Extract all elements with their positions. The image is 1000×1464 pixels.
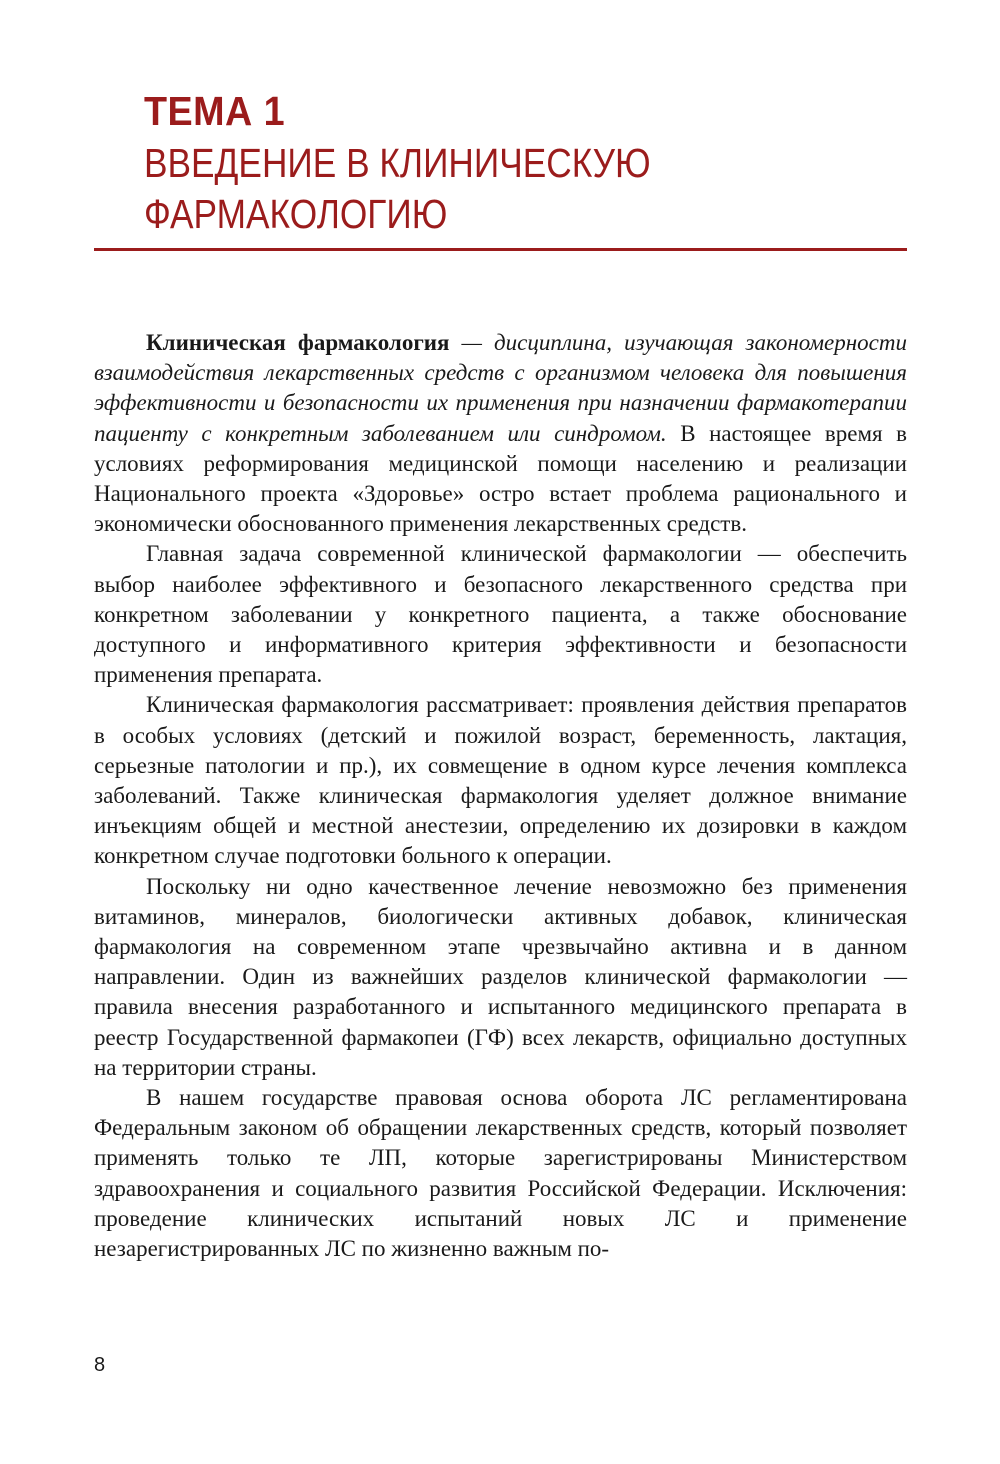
chapter-title-line: ФАРМАКОЛОГИЮ — [144, 191, 448, 237]
paragraph — [94, 328, 907, 539]
paragraph: В нашем государстве правовая основа оборота ЛС регламентирована Федеральным законом об обращении лекарственных средств, который позволяет применять только те ЛП, которые зарегистрированы Министерством здравоохранения и социального развития Российской Федерации. Исключения: проведение клинических испытаний новых ЛС и применение незарегистрированных ЛС по жизненно важным по- — [94, 1085, 907, 1262]
page-number: 8 — [94, 1354, 106, 1376]
defined-term: Клиническая фармакология — [146, 330, 450, 355]
definition-text: — дисциплина, изучающая закономерности взаимодействия лекарственных средств с организмом человека для повышения эффективности и безопасности их применения при назначении фармакотерапии пациенту с конкретным заболеванием или синдромом. — [94, 330, 907, 446]
paragraph: Клиническая фармакология рассматривает: проявления действия препаратов в особых условиях (детский и пожилой возраст, беременность, лактация, серьезные патологии и пр.), их совмещение в одном курсе лечения комплекса заболеваний. Также клиническая фармакология уделяет должное внимание инъекциям общей и местной анестезии, определению их дозировки в каждом конкретном случае подготовки больного к операции. — [94, 692, 907, 869]
chapter-heading — [144, 86, 904, 240]
heading-divider — [94, 248, 907, 251]
body-text — [94, 328, 907, 1264]
chapter-title-line: ВВЕДЕНИЕ В КЛИНИЧЕСКУЮ — [144, 140, 651, 186]
chapter-title — [144, 138, 798, 240]
paragraph-text: В настоящее время в условиях реформирования медицинской помощи населению и реализации Национального проекта «Здоровье» остро встает проблема рационального и экономически обоснованного применения лекарственных средств. — [94, 420, 907, 537]
paragraph: Главная задача современной клинической фармакологии — обеспечить выбор наиболее эффективного и безопасного лекарственного средства при конкретном заболевании у конкретного пациента, а также обоснование доступного и информативного критерия эффективности и безопасности применения препарата. — [94, 541, 907, 688]
topic-number: ТЕМА 1 — [144, 88, 286, 134]
paragraph: Поскольку ни одно качественное лечение невозможно без применения витаминов, минералов, биологически активных добавок, клиническая фармакология на современном этапе чрезвычайно активна и в данном направлении. Один из важнейших разделов клинической фармакологии — правила внесения разработанного и испытанного медицинского препарата в реестр Государственной фармакопеи (ГФ) всех лекарств, официально доступных на территории страны. — [94, 873, 907, 1080]
